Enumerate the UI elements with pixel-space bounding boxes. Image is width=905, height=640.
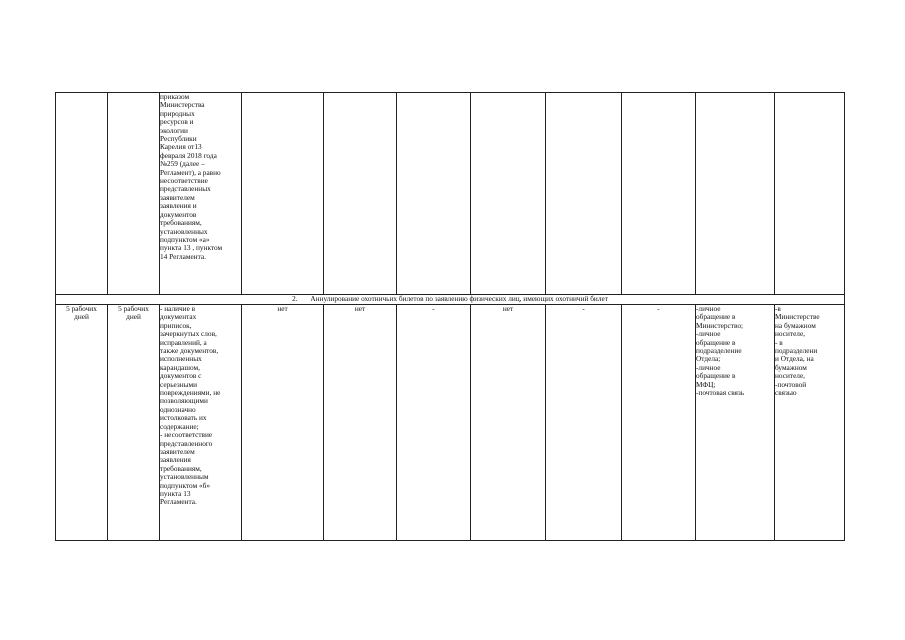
result-methods-text xyxy=(775,305,844,397)
text-line: заявления и xyxy=(160,201,197,211)
text-line: на бумажном xyxy=(775,320,816,330)
table-row xyxy=(56,305,845,541)
cell-empty xyxy=(775,93,845,295)
text-line: пункта 13 xyxy=(160,488,191,498)
table-row xyxy=(56,93,845,295)
text-line: заявителем xyxy=(160,446,195,456)
text-line: приписок, xyxy=(160,320,192,330)
text-line: -почтовой xyxy=(775,379,807,389)
result-methods-cell xyxy=(775,305,845,541)
cell-empty xyxy=(108,93,160,295)
text-line: Министерство; xyxy=(696,320,744,330)
text-line: и Отдела, на xyxy=(775,354,814,364)
fee-value: - xyxy=(432,304,435,313)
kbk-cell xyxy=(546,305,622,541)
text-line: Карелия от13 xyxy=(160,142,202,152)
term-extraterritorial-text xyxy=(108,305,159,322)
text-line: представленных xyxy=(160,184,211,194)
text-line: 5 рабочих xyxy=(118,304,149,313)
text-line: документах xyxy=(160,312,197,322)
cell-empty xyxy=(242,93,324,295)
section-title-text: Аннулирование охотничьих билетов по заявлению физических лиц, имеющих охотничий билет xyxy=(310,294,608,303)
text-line: №259 (далее – xyxy=(160,159,205,169)
text-line: подразделение xyxy=(696,346,742,356)
text-line: бумажном xyxy=(775,362,807,372)
cell-empty xyxy=(471,93,546,295)
suspension-term-value: нет xyxy=(354,304,366,313)
text-line: Министерстве xyxy=(775,312,820,322)
text-line: -личное xyxy=(696,304,721,313)
application-methods-cell xyxy=(696,305,775,541)
suspension-grounds-value: нет xyxy=(277,304,288,313)
text-line: позволяющими xyxy=(160,396,208,406)
text-line: истолковать их xyxy=(160,413,207,423)
text-line: требованиям, xyxy=(160,218,202,228)
text-line: носителе, xyxy=(775,329,806,339)
cell-empty xyxy=(696,93,775,295)
refusal-grounds-text xyxy=(160,93,241,261)
text-line: МФЦ; xyxy=(696,379,716,389)
cell-empty xyxy=(56,93,108,295)
text-line: Отдела; xyxy=(696,354,721,364)
budget-code-value: - xyxy=(657,304,660,313)
text-line: обращение в xyxy=(696,312,736,322)
refusal-grounds-cell xyxy=(160,93,242,295)
fee-details-value: нет xyxy=(502,304,514,313)
cell-empty xyxy=(622,93,696,295)
text-line: подразделени xyxy=(775,346,818,356)
section-header-row xyxy=(56,295,845,305)
text-line: ресурсов и xyxy=(160,117,194,127)
text-line: -в xyxy=(775,304,781,313)
text-line: установленных xyxy=(160,226,208,236)
refusal-grounds-cell xyxy=(160,305,242,541)
text-line: исполненных xyxy=(160,354,202,364)
term-extraterritorial-cell xyxy=(108,305,160,541)
text-line: зачеркнутых слов, xyxy=(160,329,217,339)
text-line: февраля 2018 года xyxy=(160,150,217,160)
budget-code-cell xyxy=(622,305,696,541)
text-line: дней xyxy=(74,312,89,322)
fee-cell xyxy=(397,305,471,541)
text-line: обращение в xyxy=(696,371,736,381)
section-number: 2. xyxy=(292,294,298,303)
text-line: также документов, xyxy=(160,346,219,356)
suspension-term-cell xyxy=(324,305,397,541)
services-table xyxy=(55,92,845,541)
text-line: -личное xyxy=(696,329,721,339)
text-line: требованиям, xyxy=(160,463,202,473)
text-line: Регламента. xyxy=(160,497,197,507)
text-line: - в xyxy=(775,337,783,347)
text-line: экологии xyxy=(160,125,188,135)
text-line: серьезными xyxy=(160,379,198,389)
text-line: заявителем xyxy=(160,192,195,202)
text-line: 5 рабочих xyxy=(66,304,97,313)
text-line: исправлений, а xyxy=(160,337,207,347)
text-line: документов xyxy=(160,209,197,219)
text-line: -почтовая связь xyxy=(696,388,745,398)
text-line: приказом xyxy=(160,92,190,101)
text-line: Республики xyxy=(160,134,197,144)
text-line: связью xyxy=(775,388,797,398)
text-line: подпунктом «б» xyxy=(160,480,211,490)
text-line: представленного xyxy=(160,438,213,448)
text-line: заявления xyxy=(160,455,191,465)
text-line: обращение в xyxy=(696,337,736,347)
text-line: подпунктом «а» xyxy=(160,234,210,244)
text-line: несоответствие xyxy=(160,176,208,186)
text-line: дней xyxy=(126,312,141,322)
text-line: - несоответствие xyxy=(160,430,213,440)
cell-empty xyxy=(546,93,622,295)
text-line: документов с xyxy=(160,371,202,381)
text-line: -личное xyxy=(696,362,721,372)
section-title xyxy=(56,295,845,305)
text-line: Регламент), а равно xyxy=(160,167,221,177)
term-cell xyxy=(56,305,108,541)
application-methods-text xyxy=(696,305,774,397)
text-line: карандашом, xyxy=(160,362,200,372)
text-line: носителе, xyxy=(775,371,806,381)
cell-empty xyxy=(324,93,397,295)
refusal-grounds-text xyxy=(160,305,241,507)
text-line: повреждениями, не xyxy=(160,388,221,398)
text-line: - наличие в xyxy=(160,304,196,313)
kbk-value: - xyxy=(582,304,585,313)
suspension-grounds-cell xyxy=(242,305,324,541)
text-line: содержание; xyxy=(160,421,199,431)
text-line: Министерства xyxy=(160,100,205,110)
text-line: природных xyxy=(160,108,195,118)
cell-empty xyxy=(397,93,471,295)
text-line: однозначно xyxy=(160,404,196,414)
text-line: пункта 13 , пунктом xyxy=(160,243,223,253)
text-line: установленным xyxy=(160,472,209,482)
text-line: 14 Регламента. xyxy=(160,251,206,261)
term-text xyxy=(56,305,107,322)
fee-details-cell xyxy=(471,305,546,541)
